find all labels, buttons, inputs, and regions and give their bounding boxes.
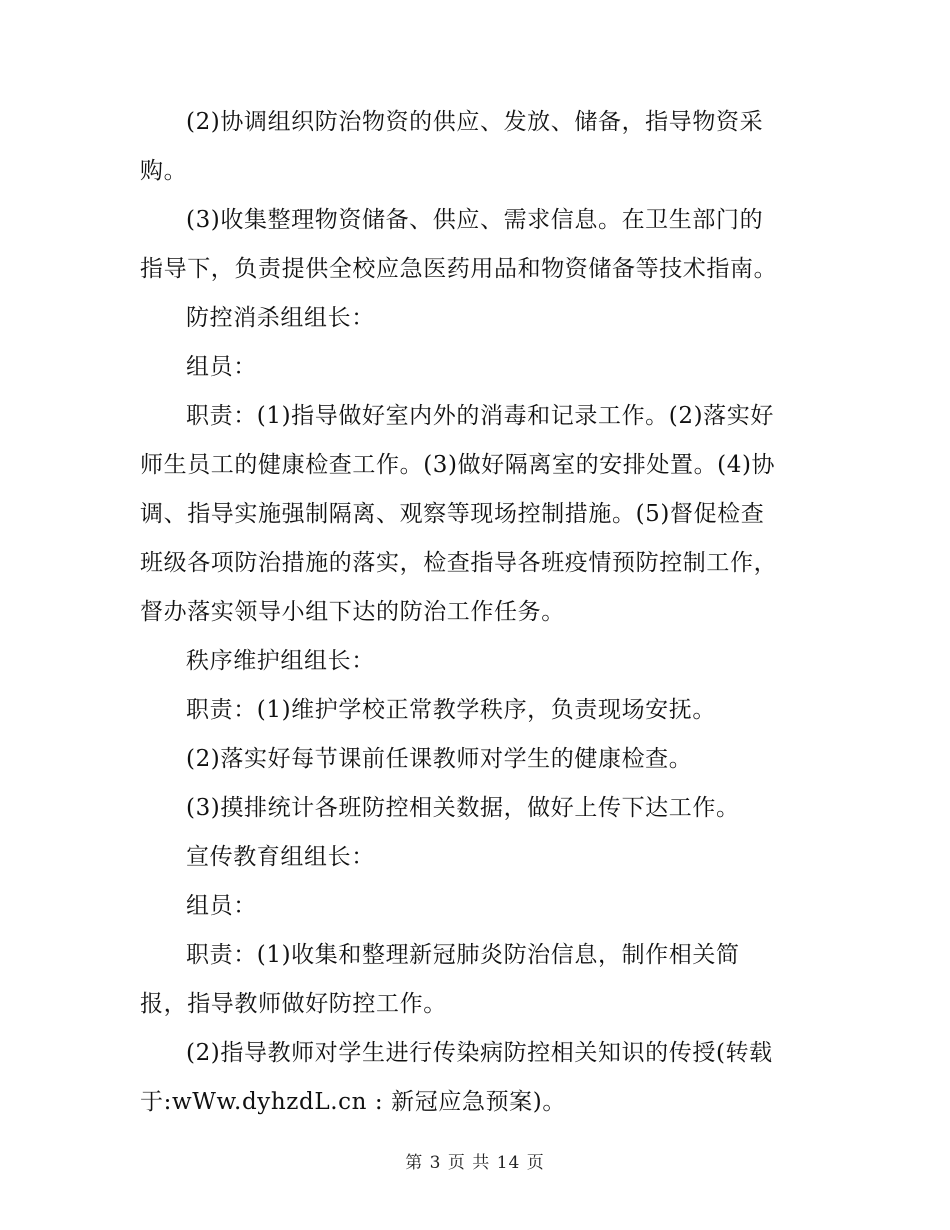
paragraph [140, 686, 820, 735]
text-line: (2)指导教师对学生进行传染病防控相关知识的传授(转载 [186, 1040, 773, 1066]
text-line: (2)协调组织防治物资的供应、发放、储备，指导物资采 [186, 109, 764, 135]
text-line: 师生员工的健康检查工作。(3)做好隔离室的安排处置。(4)协 [140, 452, 776, 478]
text-line: 班级各项防治措施的落实，检查指导各班疫情预防控制工作， [140, 550, 778, 576]
text-line: (2)落实好每节课前任课教师对学生的健康检查。 [186, 746, 693, 772]
paragraph [140, 931, 820, 1029]
text-line: 组员： [186, 893, 257, 919]
text-line: 职责：(1)收集和整理新冠肺炎防治信息，制作相关简 [186, 942, 740, 968]
text-line: 职责：(1)维护学校正常教学秩序，负责现场安抚。 [186, 697, 716, 723]
text-line: 指导下，负责提供全校应急医药用品和物资储备等技术指南。 [140, 256, 778, 282]
text-line: (3)摸排统计各班防控相关数据，做好上传下达工作。 [186, 795, 740, 821]
text-line: 秩序维护组组长： [186, 648, 375, 674]
text-line: 宣传教育组组长： [186, 844, 375, 870]
paragraph [140, 735, 820, 784]
paragraph [140, 343, 820, 392]
section-heading [140, 833, 820, 882]
paragraph [140, 882, 820, 931]
text-line: (3)收集整理物资储备、供应、需求信息。在卫生部门的 [186, 207, 764, 233]
paragraph [140, 784, 820, 833]
text-line: 调、指导实施强制隔离、观察等现场控制措施。(5)督促检查 [140, 501, 765, 527]
text-line: 于:wWw.dyhzdL.cn : 新冠应急预案)。 [140, 1089, 566, 1115]
text-line: 防控消杀组组长： [186, 305, 375, 331]
text-line: 购。 [140, 158, 188, 184]
page-number-footer: 第 3 页 共 14 页 [405, 1153, 545, 1173]
document-body [140, 98, 820, 1127]
text-line: 督办落实领导小组下达的防治工作任务。 [140, 599, 565, 625]
paragraph [140, 98, 820, 196]
paragraph [140, 1029, 820, 1127]
text-line: 报，指导教师做好防控工作。 [140, 991, 447, 1017]
paragraph [140, 392, 820, 637]
text-line: 组员： [186, 354, 257, 380]
section-heading [140, 637, 820, 686]
section-heading [140, 294, 820, 343]
text-line: 职责：(1)指导做好室内外的消毒和记录工作。(2)落实好 [186, 403, 774, 429]
paragraph [140, 196, 820, 294]
